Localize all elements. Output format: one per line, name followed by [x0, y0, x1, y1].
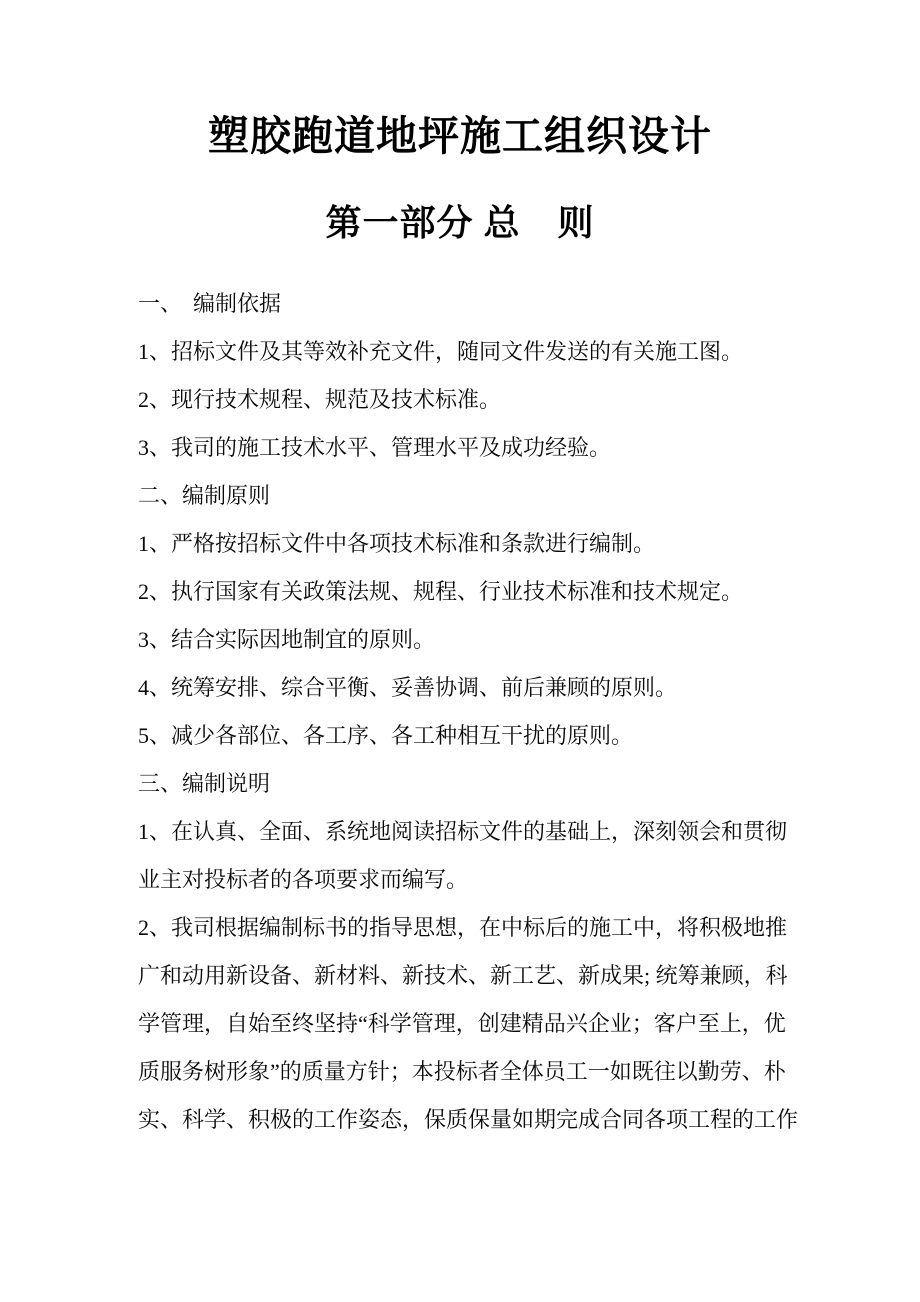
- text-line: 质服务树形象”的质量方针；本投标者全体员工一如既往以勤劳、朴: [138, 1059, 786, 1084]
- text-line: 1、招标文件及其等效补充文件，随同文件发送的有关施工图。: [138, 339, 744, 364]
- text-line: 1、严格按招标文件中各项技术标准和条款进行编制。: [138, 531, 656, 556]
- text-line: 1、在认真、全面、系统地阅读招标文件的基础上，深刻领会和贯彻: [138, 819, 788, 844]
- heading-line-bianzhi-yuanze: 二、编制原则: [138, 483, 271, 508]
- text-line: 实、科学、积极的工作姿态，保质保量如期完成合同各项工程的工作: [138, 1107, 799, 1132]
- text-line: 3、结合实际因地制宜的原则。: [138, 627, 436, 652]
- text-line: 2、现行技术规程、规范及技术标准。: [138, 387, 502, 412]
- text-line: 业主对投标者的各项要求而编写。: [138, 867, 469, 892]
- text-line: 3、我司的施工技术水平、管理水平及成功经验。: [138, 435, 612, 460]
- document-title: 塑胶跑道地坪施工组织设计: [208, 113, 712, 159]
- section-heading: 第一部分 总 则: [325, 203, 595, 243]
- text-line: 4、统筹安排、综合平衡、妥善协调、前后兼顾的原则。: [138, 675, 678, 700]
- text-line: 2、我司根据编制标书的指导思想，在中标后的施工中，将积极地推: [138, 915, 788, 940]
- text-line: 学管理，自始至终坚持“科学管理，创建精品兴企业；客户至上，优: [138, 1011, 786, 1036]
- document-body: [138, 280, 799, 1144]
- text-line: 5、减少各部位、各工序、各工种相互干扰的原则。: [138, 723, 634, 748]
- heading-line-bianzhi-shuoming: 三、编制说明: [138, 771, 271, 796]
- text-line: 2、执行国家有关政策法规、规程、行业技术标准和技术规定。: [138, 579, 744, 604]
- text-line: 广和动用新设备、新材料、新技术、新工艺、新成果; 统筹兼顾，科: [138, 963, 788, 988]
- heading-line-bianzhi-yiju: 一、 编制依据: [138, 291, 282, 316]
